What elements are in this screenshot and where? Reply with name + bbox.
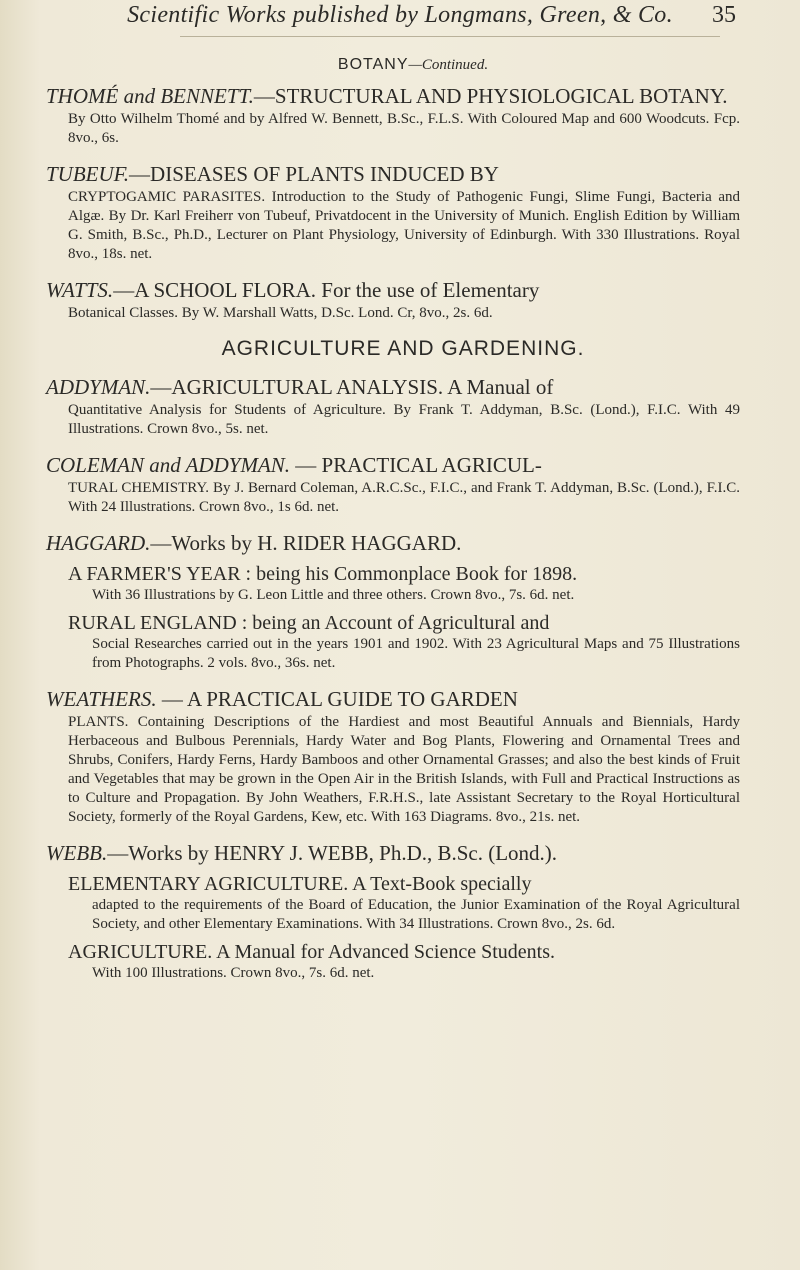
work-title: ELEMENTARY AGRICULTURE. A Text-Book specially bbox=[68, 873, 532, 895]
entry-addyman bbox=[46, 375, 740, 439]
entry-title: —Works by HENRY J. WEBB, Ph.D., B.Sc. (Lond.). bbox=[107, 841, 558, 865]
entry-haggard bbox=[46, 531, 740, 673]
entry-author: HAGGARD. bbox=[46, 531, 151, 555]
work-description: Social Researches carried out in the years 1901 and 1902. With 23 Agricultural Maps and 75 Illustrations from Photographs. 2 vols. 8vo., 36s. net. bbox=[92, 636, 740, 671]
entry-coleman-addyman bbox=[46, 453, 740, 517]
section-title: BOTANY bbox=[337, 56, 409, 73]
work-title: A FARMER'S YEAR : being his Commonplace Book for 1898. bbox=[68, 563, 578, 585]
entry-author: COLEMAN and ADDYMAN. bbox=[46, 453, 291, 477]
entry-title: —A SCHOOL FLORA. For the use of Elementary bbox=[113, 278, 540, 302]
entry-thome-bennett bbox=[46, 84, 740, 148]
entry-title: —AGRICULTURAL ANALYSIS. A Manual of bbox=[150, 375, 554, 399]
entry-description: CRYPTOGAMIC PARASITES. Introduction to the Study of Pathogenic Fungi, Slime Fungi, Bacteria and Algæ. By Dr. Karl Freiherr von Tubeuf, Privatdocent in the University of Munich. English Edition by William G. Smith, B.Sc., Ph.D., Lecturer on Plant Physiology, University of Edinburgh. With 330 Illustrations. Royal 8vo., 18s. net. bbox=[68, 189, 740, 262]
entry-author: TUBEUF. bbox=[46, 162, 130, 186]
work-description: With 100 Illustrations. Crown 8vo., 7s. 6d. net. bbox=[92, 965, 375, 981]
section-agriculture-heading: AGRICULTURE AND GARDENING. bbox=[221, 337, 585, 360]
continued-label: —Continued. bbox=[408, 57, 489, 73]
entry-watts bbox=[46, 278, 740, 323]
entry-description: Quantitative Analysis for Students of Agriculture. By Frank T. Addyman, B.Sc. (Lond.), F.I.C. With 49 Illustrations. Crown 8vo., 5s. net. bbox=[68, 402, 740, 437]
entry-author: ADDYMAN. bbox=[46, 375, 151, 399]
page-number: 35 bbox=[712, 2, 736, 28]
work-title: RURAL ENGLAND : being an Account of Agricultural and bbox=[68, 612, 550, 634]
content bbox=[46, 56, 740, 997]
entry-author: THOMÉ and BENNETT. bbox=[46, 84, 254, 108]
section-botany-continued bbox=[86, 56, 740, 74]
entry-author: WATTS. bbox=[46, 278, 114, 302]
entry-title: —STRUCTURAL AND PHYSIOLOGICAL BOTANY. bbox=[253, 84, 728, 108]
entry-tubeuf bbox=[46, 162, 740, 264]
entry-author: WEATHERS. bbox=[46, 687, 157, 711]
entry-description: Botanical Classes. By W. Marshall Watts, D.Sc. Lond. Cr, 8vo., 2s. 6d. bbox=[68, 305, 493, 321]
entry-title: —DISEASES OF PLANTS INDUCED BY bbox=[129, 162, 499, 186]
entry-weathers bbox=[46, 687, 740, 827]
entry-description: TURAL CHEMISTRY. By J. Bernard Coleman, A.R.C.Sc., F.I.C., and Frank T. Addyman, B.Sc. (Lond.), F.I.C. With 24 Illustrations. Crown 8vo., 1s 6d. net. bbox=[68, 480, 740, 515]
entry-description: By Otto Wilhelm Thomé and by Alfred W. Bennett, B.Sc., F.L.S. With Coloured Map and 600 Woodcuts. Fcp. 8vo., 6s. bbox=[68, 111, 740, 146]
work-description: With 36 Illustrations by G. Leon Little and three others. Crown 8vo., 7s. 6d. net. bbox=[92, 587, 575, 603]
header-rule bbox=[180, 36, 720, 37]
entry-author: WEBB. bbox=[46, 841, 108, 865]
entry-title: — A PRACTICAL GUIDE TO GARDEN bbox=[156, 687, 518, 711]
entry-webb bbox=[46, 841, 740, 983]
entry-title: — PRACTICAL AGRICUL- bbox=[290, 453, 542, 477]
work-title: AGRICULTURE. A Manual for Advanced Science Students. bbox=[68, 941, 555, 963]
entry-description: PLANTS. Containing Descriptions of the Hardiest and most Beautiful Annuals and Biennials, Hardy Herbaceous and Bulbous Perennials, Hardy Water and Bog Plants, Flowering and Ornamental Trees and Shrubs, Conifers, Hardy Ferns, Hardy Bamboos and other Ornamental Grasses; and also the best kinds of Fruit and Vegetables that may be grown in the Open Air in the British Islands, with Full and Practical Instructions as to Culture and Propagation. By John Weathers, F.R.H.S., late Assistant Secretary to the Royal Horticultural Society, formerly of the Royal Gardens, Kew, etc. With 163 Diagrams. 8vo., 21s. net. bbox=[68, 714, 740, 825]
work-description: adapted to the requirements of the Board of Education, the Junior Examination of the Royal Agricultural Society, and other Elementary Examinations. With 34 Illustrations. Crown 8vo., 2s. 6d. bbox=[92, 897, 740, 932]
running-head: Scientific Works published by Longmans, Green, & Co. bbox=[127, 2, 673, 28]
entry-title: —Works by H. RIDER HAGGARD. bbox=[150, 531, 462, 555]
